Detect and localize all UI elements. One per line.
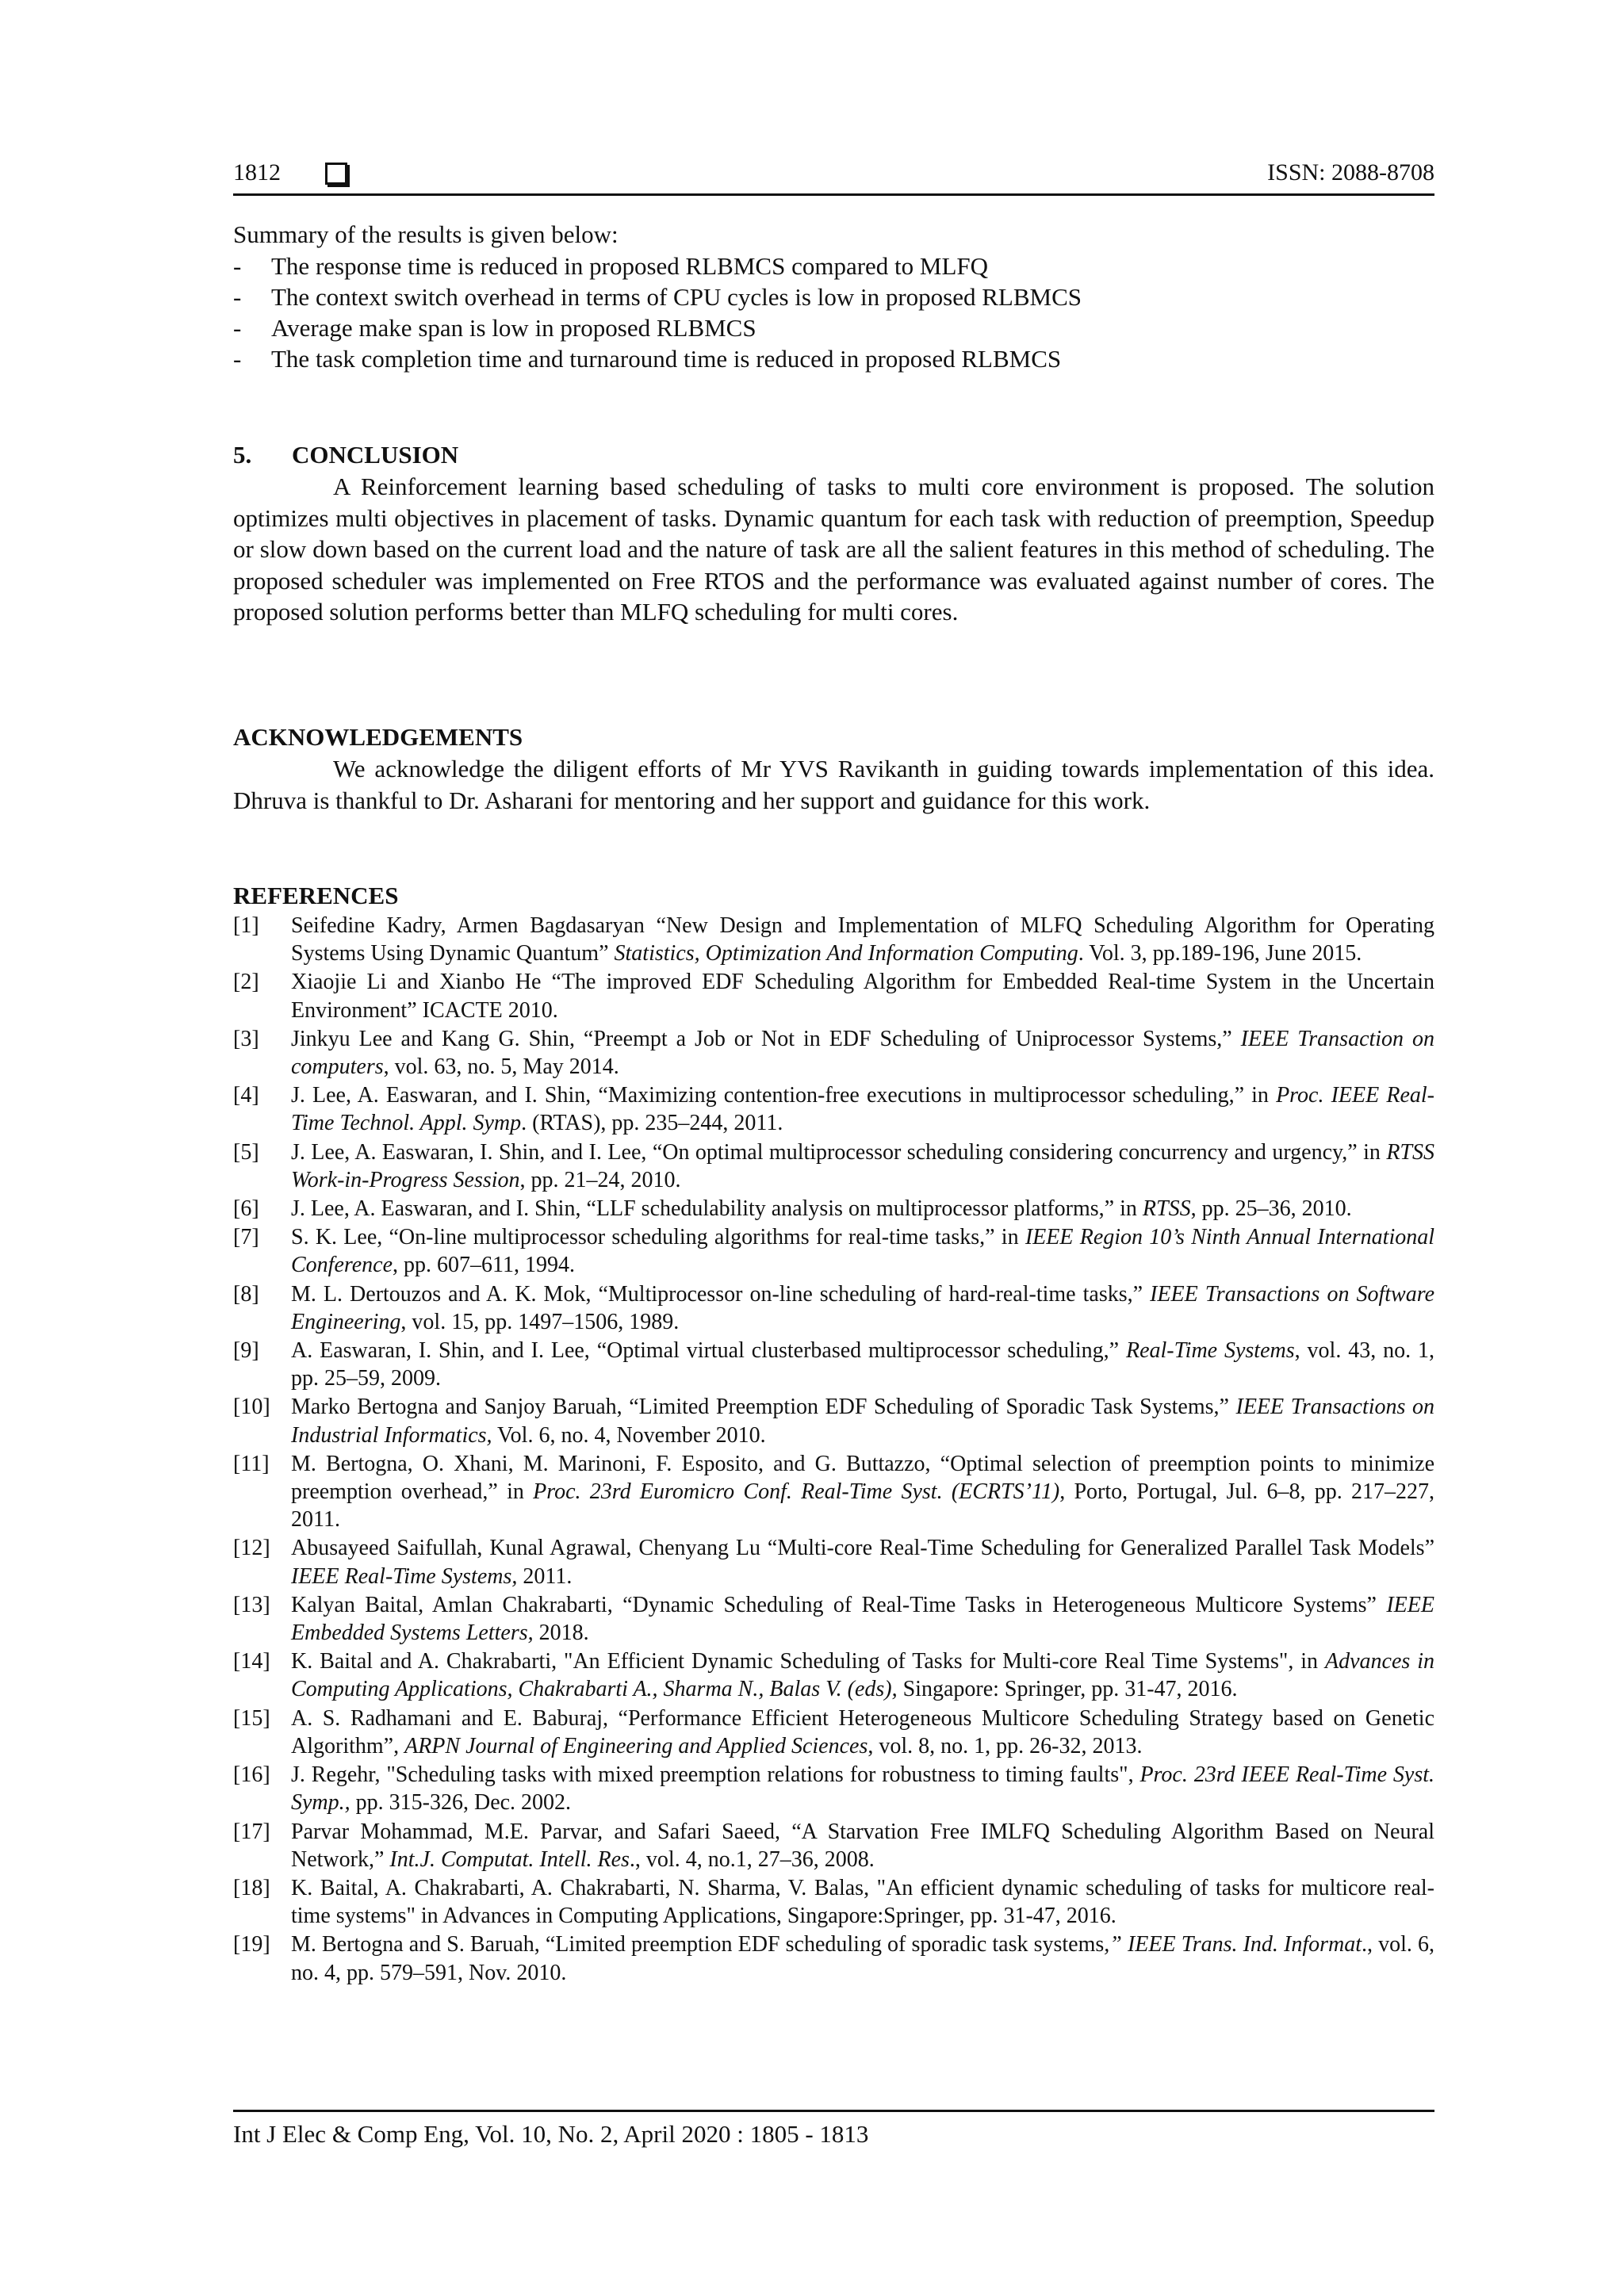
reference-text: Parvar Mohammad, M.E. Parvar, and Safari Saeed, “A Starvation Free IMLFQ Scheduling Algorithm Based on Neural Network,”	[291, 1819, 1434, 1872]
reference-number: [19]	[233, 1932, 270, 1957]
conclusion-paragraph: A Reinforcement learning based scheduling of tasks to multi core environment is proposed. The solution optimizes multi objectives in placement of tasks. Dynamic quantum for each task with reduction of preemption, Speedup or slow down based on the current load and the nature of task are all the salient features in this method of scheduling. The proposed scheduler was implemented on Free RTOS and the performance was evaluated against number of cores. The proposed solution performs better than MLFQ scheduling for multi cores.	[233, 473, 1434, 626]
reference-item	[233, 1818, 1434, 1873]
reference-item	[233, 1761, 1434, 1816]
section-number: 5.	[233, 441, 252, 469]
reference-number: [12]	[233, 1536, 270, 1561]
reference-number: [11]	[233, 1451, 270, 1476]
reference-text: Xiaojie Li and Xianbo He “The improved EDF Scheduling Algorithm for Embedded Real-time System in the Uncertain Environment” ICACTE 2010.	[291, 970, 1434, 1023]
reference-details: , Porto, Portugal, Jul. 6–8, pp. 217–227, 2011.	[291, 1479, 1434, 1533]
reference-item	[233, 1874, 1434, 1930]
summary-item-text: The response time is reduced in proposed RLBMCS compared to MLFQ	[271, 252, 989, 280]
reference-text: J. Lee, A. Easwaran, and I. Shin, “LLF schedulability analysis on multiprocessor platforms,” in	[291, 1196, 1143, 1222]
reference-text: S. K. Lee, “On-line multiprocessor scheduling algorithms for real-time tasks,” in	[291, 1225, 1025, 1250]
reference-text: A. Easwaran, I. Shin, and I. Lee, “Optimal virtual clusterbased multiprocessor scheduling,”	[291, 1338, 1126, 1364]
reference-details: . Vol. 3, pp.189-196, June 2015.	[1078, 941, 1362, 966]
summary-item	[233, 251, 1434, 282]
reference-item	[233, 912, 1434, 967]
reference-item	[233, 1534, 1434, 1590]
square-box-icon	[325, 163, 347, 185]
reference-number: [6]	[233, 1196, 259, 1222]
reference-item	[233, 1025, 1434, 1081]
reference-number: [16]	[233, 1762, 270, 1788]
reference-venue: IEEE Transactions on Industrial Informatics,	[291, 1395, 1434, 1448]
reference-item	[233, 1705, 1434, 1760]
reference-text: J. Lee, A. Easwaran, I. Shin, and I. Lee, “On optimal multiprocessor scheduling considering concurrency and urgency,” in	[291, 1139, 1387, 1165]
reference-details: , pp. 607–611, 1994.	[393, 1253, 575, 1278]
running-header	[233, 157, 1434, 190]
reference-item	[233, 1223, 1434, 1279]
reference-item	[233, 1931, 1434, 1986]
summary-item-text: Average make span is low in proposed RLBMCS	[271, 314, 756, 342]
reference-details: , pp. 21–24, 2010.	[519, 1167, 681, 1192]
reference-number: [9]	[233, 1338, 259, 1364]
bullet-dash: -	[233, 314, 242, 342]
section-heading-acknowledgements: ACKNOWLEDGEMENTS	[233, 723, 523, 751]
summary-item-text: The task completion time and turnaround time is reduced in proposed RLBMCS	[271, 345, 1062, 373]
reference-venue: Proc. IEEE Real-Time Technol. Appl. Symp	[291, 1083, 1434, 1136]
footer-citation: Int J Elec & Comp Eng, Vol. 10, No. 2, April 2020 : 1805 - 1813	[233, 2120, 869, 2148]
reference-number: [4]	[233, 1083, 259, 1108]
summary-item	[233, 343, 1434, 375]
reference-details: ., vol. 4, no.1, 27–36, 2008.	[629, 1846, 875, 1872]
reference-details: . (RTAS), pp. 235–244, 2011.	[521, 1111, 783, 1136]
reference-number: [5]	[233, 1139, 259, 1165]
issn-label: ISSN: 2088-8708	[1267, 159, 1434, 186]
reference-number: [18]	[233, 1875, 270, 1900]
acknowledgements-paragraph: We acknowledge the diligent efforts of Mr YVS Ravikanth in guiding towards implementation of this idea. Dhruva is thankful to Dr. Asharani for mentoring and her support and guidance for this work.	[233, 755, 1434, 814]
reference-venue: Proc. 23rd IEEE Real-Time Syst. Symp.,	[291, 1762, 1435, 1816]
reference-number: [10]	[233, 1395, 270, 1420]
reference-text: Abusayeed Saifullah, Kunal Agrawal, Chenyang Lu “Multi-core Real-Time Scheduling for Generalized Parallel Task Models”	[291, 1536, 1434, 1561]
footer-rule	[233, 2110, 1434, 2112]
reference-item	[233, 1450, 1434, 1534]
reference-venue: IEEE Embedded Systems Letters,	[291, 1592, 1434, 1646]
reference-venue: Statistics, Optimization And Information Computing	[614, 941, 1078, 966]
reference-venue: RTSS	[1142, 1196, 1191, 1222]
reference-number: [14]	[233, 1649, 270, 1674]
reference-number: [7]	[233, 1225, 259, 1250]
reference-number: [2]	[233, 970, 259, 995]
reference-venue: ARPN Journal of Engineering and Applied Sciences	[404, 1733, 868, 1758]
reference-item	[233, 1591, 1434, 1647]
reference-text: J. Regehr, "Scheduling tasks with mixed preemption relations for robustness to timing faults",	[291, 1762, 1140, 1788]
reference-text: K. Baital, A. Chakrabarti, A. Chakrabarti, N. Sharma, V. Balas, "An efficient dynamic scheduling of tasks for multicore real-time systems" in Advances in Computing Applications, Singapore:Springer, pp. 31-47, 2016.	[291, 1875, 1434, 1929]
reference-number: [3]	[233, 1026, 259, 1051]
reference-venue: IEEE Transaction on computers	[291, 1026, 1434, 1080]
reference-venue: IEEE Real-Time Systems,	[291, 1563, 518, 1589]
reference-details: 2011.	[517, 1563, 573, 1589]
reference-text: J. Lee, A. Easwaran, and I. Shin, “Maximizing contention-free executions in multiprocessor scheduling,” in	[291, 1083, 1277, 1108]
reference-text: Seifedine Kadry, Armen Bagdasaryan “New Design and Implementation of MLFQ Scheduling Algorithm for Operating Systems Using Dynamic Quantum”	[291, 913, 1434, 966]
summary-intro: Summary of the results is given below:	[233, 220, 619, 248]
summary-item	[233, 281, 1434, 313]
reference-item	[233, 1195, 1434, 1223]
reference-venue: RTSS Work-in-Progress Session	[291, 1139, 1434, 1192]
reference-details: Singapore: Springer, pp. 31-47, 2016.	[897, 1677, 1238, 1702]
reference-text: Marko Bertogna and Sanjoy Baruah, “Limited Preemption EDF Scheduling of Sporadic Task Systems,”	[291, 1395, 1236, 1420]
section-heading-conclusion	[233, 439, 458, 471]
reference-item	[233, 1393, 1434, 1448]
reference-list	[233, 912, 1434, 1988]
reference-venue: Proc. 23rd Euromicro Conf. Real-Time Syst. (ECRTS’11)	[533, 1479, 1060, 1505]
reference-venue: Advances in Computing Applications, Chakrabarti A., Sharma N., Balas V. (eds),	[291, 1649, 1434, 1702]
reference-item	[233, 1647, 1434, 1703]
reference-venue: Real-Time Systems	[1126, 1338, 1295, 1364]
reference-details: , pp. 25–36, 2010.	[1190, 1196, 1352, 1222]
reference-details: , vol. 63, no. 5, May 2014.	[383, 1054, 619, 1080]
header-rule	[233, 193, 1434, 196]
reference-details: , vol. 15, pp. 1497–1506, 1989.	[400, 1309, 680, 1334]
reference-details: , vol. 8, no. 1, pp. 26-32, 2013.	[868, 1733, 1143, 1758]
reference-item	[233, 1280, 1434, 1336]
reference-venue: ,” IEEE Trans. Ind. Informat	[1104, 1932, 1362, 1957]
summary-item	[233, 312, 1434, 344]
reference-item	[233, 1138, 1434, 1194]
reference-text: M. L. Dertouzos and A. K. Mok, “Multiprocessor on-line scheduling of hard-real-time tasks,”	[291, 1281, 1151, 1307]
reference-item	[233, 1337, 1434, 1392]
reference-text: Kalyan Baital, Amlan Chakrabarti, “Dynamic Scheduling of Real-Time Tasks in Heterogeneous Multicore Systems”	[291, 1592, 1387, 1617]
reference-number: [13]	[233, 1592, 270, 1617]
reference-venue: Int.J. Computat. Intell. Res	[389, 1846, 630, 1872]
bullet-dash: -	[233, 345, 242, 373]
bullet-dash: -	[233, 283, 242, 311]
reference-number: [8]	[233, 1281, 259, 1307]
reference-details: 2018.	[533, 1621, 589, 1646]
reference-text: A. S. Radhamani and E. Baburaj, “Performance Efficient Heterogeneous Multicore Scheduling Strategy based on Genetic Algorithm”,	[291, 1705, 1434, 1758]
page-number: 1812	[233, 159, 281, 186]
bullet-dash: -	[233, 252, 242, 280]
reference-text: M. Bertogna and S. Baruah, “Limited preemption EDF scheduling of sporadic task systems	[291, 1932, 1105, 1957]
reference-text: K. Baital and A. Chakrabarti, "An Efficient Dynamic Scheduling of Tasks for Multi-core Real Time Systems", in	[291, 1649, 1325, 1674]
reference-venue: IEEE Region 10’s Ninth Annual International Conference	[291, 1225, 1434, 1278]
reference-number: [17]	[233, 1819, 270, 1844]
reference-number: [15]	[233, 1705, 270, 1731]
section-title: CONCLUSION	[292, 441, 459, 469]
reference-details: , vol. 43, no. 1, pp. 25–59, 2009.	[291, 1338, 1434, 1391]
reference-item	[233, 1081, 1434, 1137]
reference-details: ., vol. 6, no. 4, pp. 579–591, Nov. 2010.	[291, 1932, 1434, 1985]
reference-text: M. Bertogna, O. Xhani, M. Marinoni, F. Esposito, and G. Buttazzo, “Optimal selection of preemption points to minimize preemption overhead,” in	[291, 1451, 1434, 1505]
reference-details: Vol. 6, no. 4, November 2010.	[492, 1422, 766, 1448]
reference-text: Jinkyu Lee and Kang G. Shin, “Preempt a Job or Not in EDF Scheduling of Uniprocessor Systems,”	[291, 1026, 1241, 1051]
reference-number: [1]	[233, 913, 259, 938]
summary-item-text: The context switch overhead in terms of CPU cycles is low in proposed RLBMCS	[271, 283, 1082, 311]
reference-venue: IEEE Transactions on Software Engineering	[291, 1281, 1434, 1334]
section-heading-references: REFERENCES	[233, 882, 399, 909]
reference-details: pp. 315-326, Dec. 2002.	[350, 1790, 572, 1816]
reference-item	[233, 968, 1434, 1024]
